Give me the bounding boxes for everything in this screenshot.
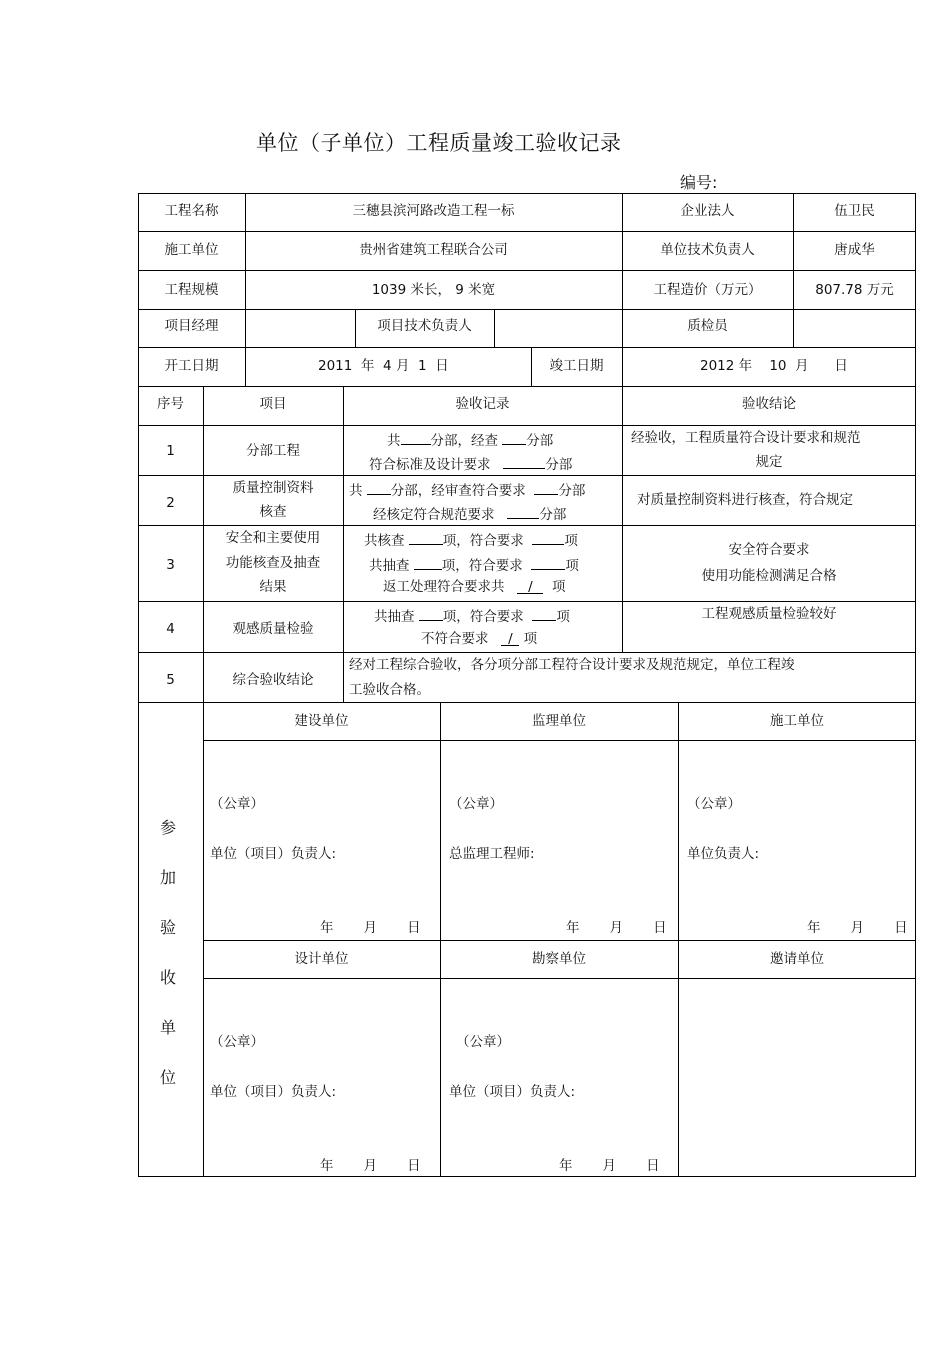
col-item-header: 项目 <box>259 396 287 412</box>
project-name-value: 三穗县滨河路改造工程一标 <box>352 203 515 219</box>
invited-unit-header: 邀请单位 <box>770 951 824 967</box>
pm-label: 项目经理 <box>164 318 219 334</box>
row-2-item-line2: 核查 <box>259 504 287 520</box>
row-divider <box>138 270 916 271</box>
supervisor-seal: （公章） <box>449 796 503 812</box>
builder-signatory: 单位负责人: <box>687 846 760 862</box>
row-1-conclusion-line1: 经验收，工程质量符合设计要求和规范 <box>631 430 861 446</box>
row-divider <box>138 652 916 653</box>
column-divider <box>494 309 495 347</box>
supervisor-signatory: 总监理工程师: <box>449 846 535 862</box>
row-divider <box>138 231 916 232</box>
finish-date: 2012 年 10 月 日 <box>700 358 848 374</box>
row-3-record-line3: 返工处理符合要求共 / 项 <box>383 579 566 595</box>
row-1-record-line2: 符合标准及设计要求 分部 <box>369 453 572 474</box>
row-divider <box>203 978 916 979</box>
row-3-record-line2: 共抽查 项，符合要求 项 <box>369 554 579 575</box>
column-divider <box>440 702 441 1177</box>
page-title: 单位（子单位）工程质量竣工验收记录 <box>256 131 622 155</box>
row-divider <box>138 309 916 310</box>
owner-date: 年 月 日 <box>320 920 421 936</box>
column-divider <box>622 347 623 386</box>
start-date: 2011 年 4 月 1 日 <box>318 358 449 374</box>
col-conclusion-header: 验收结论 <box>742 396 796 412</box>
row-divider <box>203 740 916 741</box>
row-2-conclusion: 对质量控制资料进行核查，符合规定 <box>637 492 853 508</box>
project-name-label: 工程名称 <box>164 203 219 219</box>
builder-seal: （公章） <box>687 796 741 812</box>
row-divider <box>203 940 916 941</box>
row-divider <box>138 425 916 426</box>
row-5-conclusion-line2: 工验收合格。 <box>349 682 430 698</box>
participants-side-label: 参 加 验 收 单 位 <box>159 818 176 1087</box>
designer-unit-header: 设计单位 <box>294 951 349 967</box>
cost-label: 工程造价（万元） <box>653 282 762 298</box>
cost-value: 807.78 万元 <box>815 282 894 298</box>
inspector-label: 质检员 <box>687 318 728 334</box>
legal-rep-label: 企业法人 <box>680 203 735 219</box>
row-3-record-line1: 共核查 项，符合要求 项 <box>364 529 578 550</box>
row-divider <box>138 601 916 602</box>
row-divider <box>138 386 916 387</box>
scale-value: 1039 米长， 9 米宽 <box>371 282 496 298</box>
owner-signatory: 单位（项目）负责人: <box>210 846 337 862</box>
builder-date: 年 月 日 <box>807 920 908 936</box>
supervisor-unit-header: 监理单位 <box>532 713 586 729</box>
row-3-no: 3 <box>166 557 175 573</box>
col-no-header: 序号 <box>157 396 184 412</box>
row-1-conclusion-line2: 规定 <box>755 454 783 470</box>
row-divider <box>138 702 916 703</box>
surveyor-seal: （公章） <box>456 1034 510 1050</box>
supervisor-date: 年 月 日 <box>566 920 667 936</box>
column-divider <box>678 702 679 1177</box>
contractor-label: 施工单位 <box>164 242 219 258</box>
row-2-record-line2: 经核定符合规范要求 分部 <box>373 503 566 524</box>
document-number-label: 编号: <box>680 173 718 192</box>
row-4-record-line2: 不符合要求 / 项 <box>421 631 538 647</box>
row-5-item: 综合验收结论 <box>232 672 314 688</box>
surveyor-signatory: 单位（项目）负责人: <box>449 1084 576 1100</box>
scale-label: 工程规模 <box>164 282 219 298</box>
row-4-no: 4 <box>166 621 175 637</box>
row-3-item-line1: 安全和主要使用 <box>225 530 321 546</box>
surveyor-date: 年 月 日 <box>559 1158 660 1174</box>
row-4-record-line1: 共抽查 项，符合要求 项 <box>374 605 570 626</box>
owner-seal: （公章） <box>210 796 264 812</box>
row-divider <box>138 525 916 526</box>
row-5-conclusion-line1: 经对工程综合验收，各分项分部工程符合设计要求及规范规定，单位工程竣 <box>349 657 795 673</box>
row-3-item-line3: 结果 <box>259 579 287 595</box>
row-5-no: 5 <box>166 672 175 688</box>
row-4-conclusion: 工程观感质量检验较好 <box>701 606 837 622</box>
finish-date-label: 竣工日期 <box>549 358 604 374</box>
designer-seal: （公章） <box>210 1034 264 1050</box>
tech-lead-label: 单位技术负责人 <box>660 242 755 258</box>
row-4-item: 观感质量检验 <box>232 621 314 637</box>
surveyor-unit-header: 勘察单位 <box>532 951 586 967</box>
row-3-conclusion-line2: 使用功能检测满足合格 <box>701 568 837 584</box>
designer-signatory: 单位（项目）负责人: <box>210 1084 337 1100</box>
owner-unit-header: 建设单位 <box>294 713 349 729</box>
row-3-conclusion-line1: 安全符合要求 <box>728 542 810 558</box>
start-date-label: 开工日期 <box>164 358 219 374</box>
project-tech-label: 项目技术负责人 <box>377 318 472 334</box>
row-2-record-line1: 共 分部，经审查符合要求 分部 <box>349 479 585 500</box>
row-1-record-line1: 共 分部，经查 分部 <box>387 429 553 450</box>
designer-date: 年 月 日 <box>320 1158 421 1174</box>
column-divider <box>343 386 344 702</box>
builder-unit-header: 施工单位 <box>770 713 824 729</box>
legal-rep-value: 伍卫民 <box>834 203 875 219</box>
col-record-header: 验收记录 <box>455 396 510 412</box>
row-3-item-line2: 功能核查及抽查 <box>225 555 321 571</box>
row-2-item-line1: 质量控制资料 <box>232 480 314 496</box>
row-2-no: 2 <box>166 495 175 511</box>
row-1-no: 1 <box>166 443 175 459</box>
row-1-item: 分部工程 <box>246 443 300 459</box>
contractor-value: 贵州省建筑工程联合公司 <box>359 242 508 258</box>
tech-lead-value: 唐成华 <box>834 242 875 258</box>
row-divider <box>138 475 916 476</box>
row-divider <box>138 347 916 348</box>
